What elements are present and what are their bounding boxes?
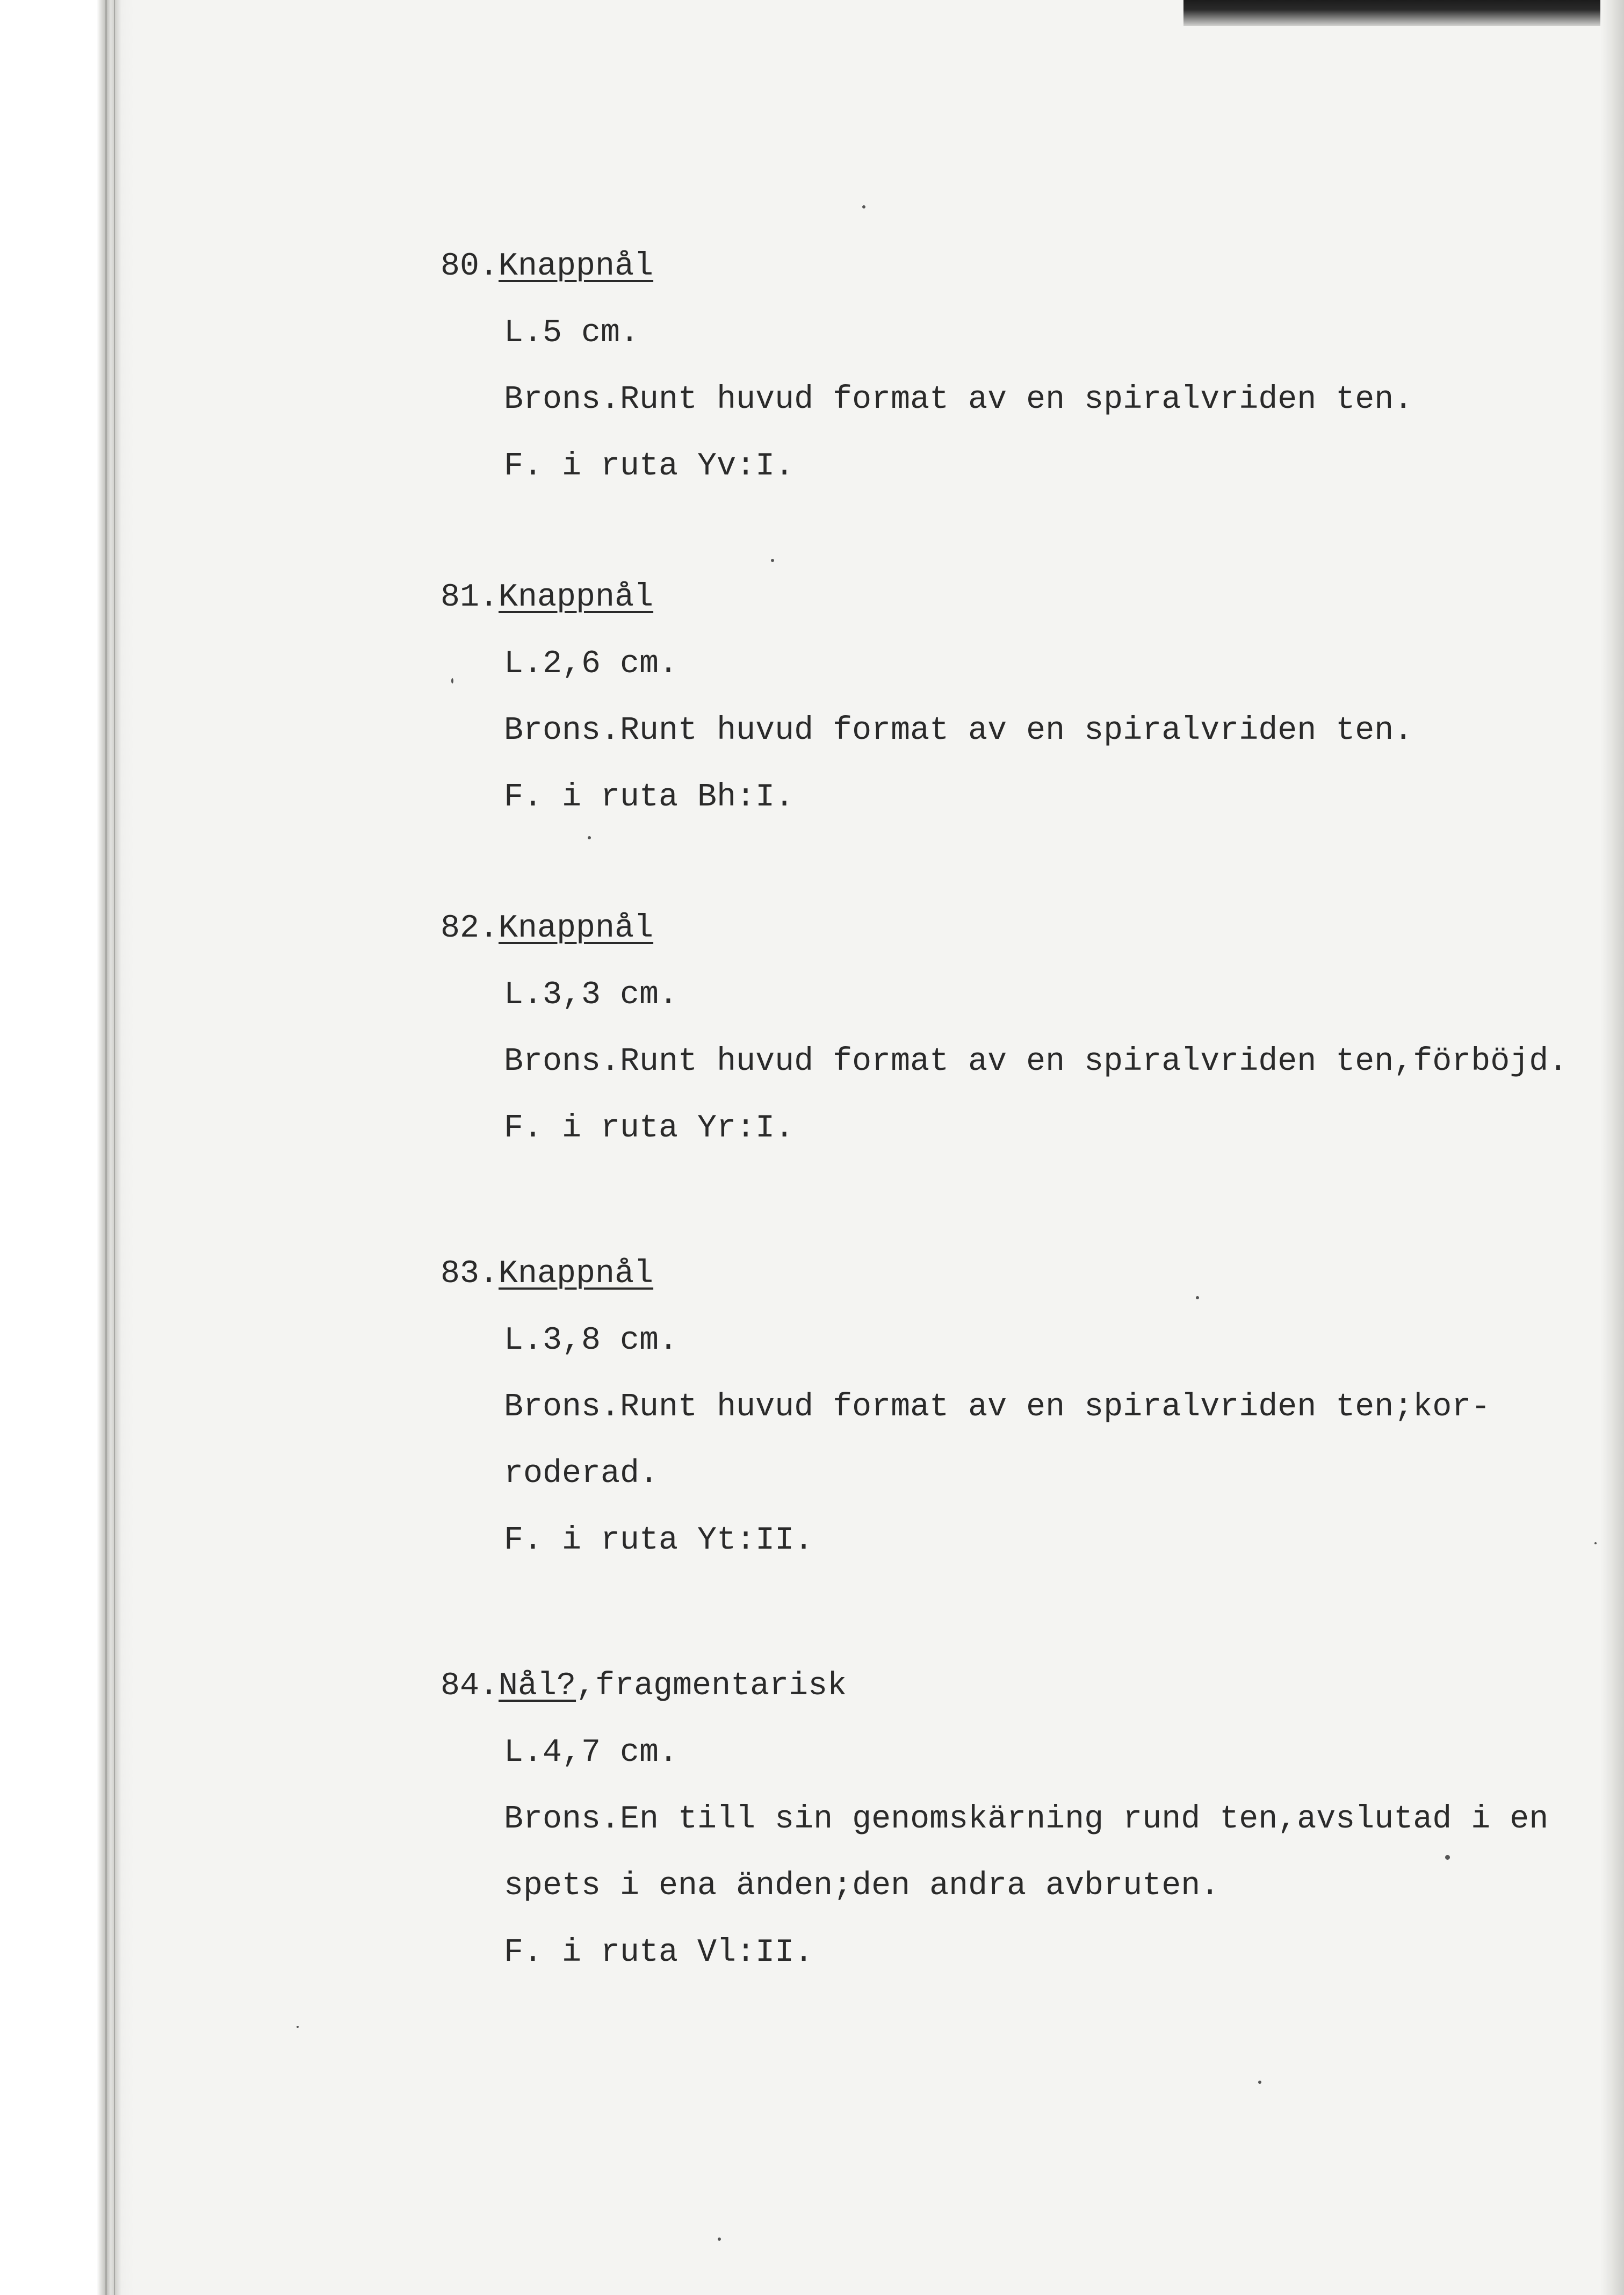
scan-corner-shadow (1183, 0, 1624, 26)
scan-speck (1258, 2081, 1261, 2084)
entry-number: 83. (441, 1256, 499, 1292)
entry-number: 82. (441, 910, 499, 947)
entry-line: L.3,8 cm. (504, 1322, 679, 1359)
entry-heading (441, 895, 1606, 962)
entry-title: Knappnål (499, 1256, 654, 1292)
entry-line: L.4,7 cm. (504, 1735, 679, 1771)
catalog-entry (441, 564, 1606, 831)
entry-line: L.2,6 cm. (504, 646, 679, 682)
entry-line: Brons.Runt huvud format av en spiralvriden ten. (504, 713, 1413, 749)
entry-line: Brons.Runt huvud format av en spiralvriden ten;kor- (504, 1389, 1491, 1426)
entry-line: L.3,3 cm. (504, 977, 679, 1013)
entry-line: F. i ruta Yt:II. (504, 1522, 814, 1559)
entry-title: Knappnål (499, 248, 654, 285)
binding-line (114, 0, 115, 2295)
entry-line: Brons.En till sin genomskärning rund ten,avslutad i en (504, 1801, 1549, 1838)
catalog-entry (441, 233, 1606, 500)
entry-line: Brons.Runt huvud format av en spiralvriden ten,förböjd. (504, 1044, 1568, 1080)
entry-title: Knappnål (499, 910, 654, 947)
entry-line: spets i ena änden;den andra avbruten. (504, 1868, 1220, 1904)
entry-number: 80. (441, 248, 499, 285)
entry-line: Brons.Runt huvud format av en spiralvriden ten. (504, 382, 1413, 418)
scan-speck (588, 836, 591, 839)
entry-heading (441, 1653, 1606, 1720)
catalog-entry (441, 1241, 1606, 1574)
entry-line: roderad. (504, 1456, 659, 1492)
scan-speck (1594, 1542, 1597, 1544)
scan-speck (451, 678, 453, 684)
entry-heading (441, 564, 1606, 631)
entry-title: Nål? (499, 1668, 576, 1704)
entry-line: F. i ruta Vl:II. (504, 1934, 814, 1971)
catalog-entry (441, 895, 1606, 1162)
entry-number: 81. (441, 579, 499, 616)
scan-speck (1445, 1855, 1450, 1860)
entry-title: Knappnål (499, 579, 654, 616)
scan-speck (1196, 1296, 1199, 1299)
catalog-entry (441, 1653, 1606, 1986)
entry-heading (441, 1241, 1606, 1307)
entry-title-suffix: ,fragmentarisk (576, 1668, 847, 1704)
entry-line: F. i ruta Yv:I. (504, 448, 795, 485)
entry-heading (441, 233, 1606, 300)
scan-speck (862, 205, 865, 208)
scan-speck (771, 559, 774, 562)
entry-line: L.5 cm. (504, 315, 640, 351)
entry-line: F. i ruta Yr:I. (504, 1110, 795, 1147)
scan-speck (718, 2238, 721, 2241)
entry-number: 84. (441, 1668, 499, 1704)
scan-speck (297, 2026, 299, 2028)
binding-line (105, 0, 107, 2295)
entry-line: F. i ruta Bh:I. (504, 779, 795, 816)
